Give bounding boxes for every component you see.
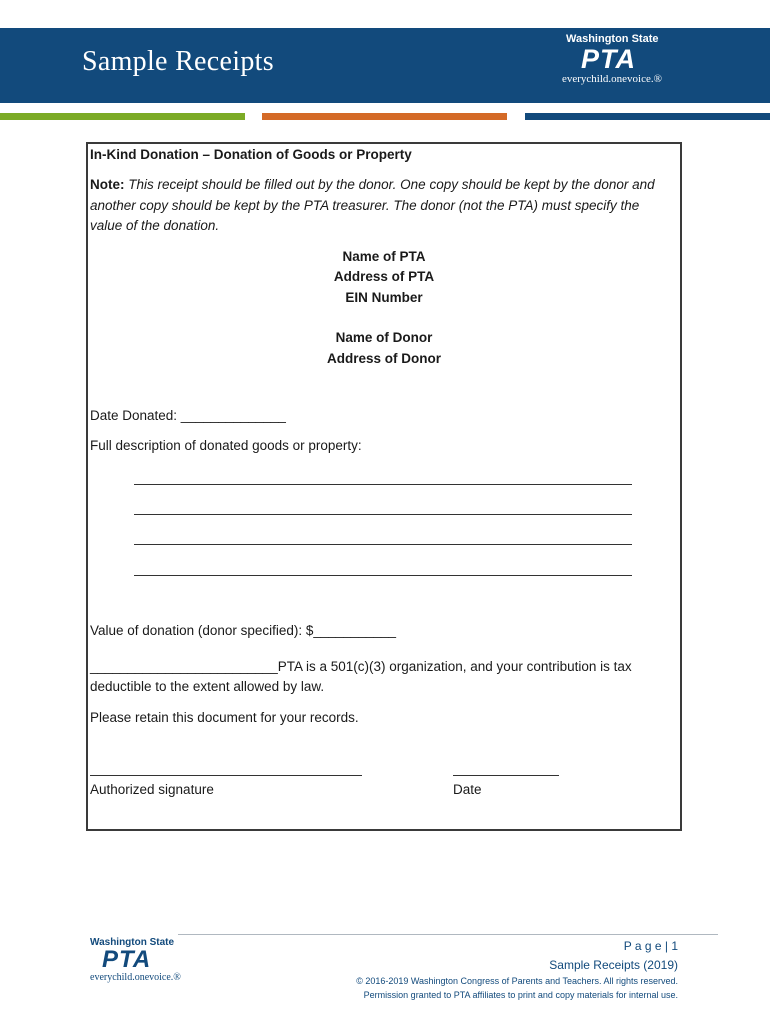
logo-state-text: Washington State xyxy=(566,33,659,45)
logo-pta-text: PTA xyxy=(581,44,636,74)
page-number: P a g e | 1 xyxy=(623,939,678,953)
footer-logo-tagline: everychild.onevoice.® xyxy=(90,972,181,983)
footer-logo-state: Washington State xyxy=(90,937,175,948)
donor-name: Name of Donor xyxy=(335,330,433,345)
signature-label: Authorized signature xyxy=(90,782,214,797)
description-line[interactable] xyxy=(134,514,632,515)
note-label: Note: xyxy=(90,177,125,192)
signature-line[interactable] xyxy=(90,775,362,776)
receipt-heading: In-Kind Donation – Donation of Goods or Property xyxy=(90,147,412,162)
pta-name: Name of PTA xyxy=(342,249,426,264)
footer-doc-title: Sample Receipts (2019) xyxy=(549,958,678,972)
ein-number: EIN Number xyxy=(345,290,423,305)
description-label: Full description of donated goods or property: xyxy=(90,438,362,453)
donor-address: Address of Donor xyxy=(326,351,441,366)
retain-notice: Please retain this document for your records. xyxy=(90,710,359,725)
donation-value-field[interactable]: Value of donation (donor specified): $___________ xyxy=(90,623,396,638)
description-line[interactable] xyxy=(134,575,632,576)
description-line[interactable] xyxy=(134,544,632,545)
description-line[interactable] xyxy=(134,484,632,485)
green-stripe xyxy=(0,113,245,120)
footer-copyright: © 2016-2019 Washington Congress of Parents and Teachers. All rights reserved. xyxy=(356,976,678,986)
logo-tagline: everychild.onevoice.® xyxy=(562,73,662,85)
date-label: Date xyxy=(453,782,482,797)
blue-stripe xyxy=(525,113,770,120)
footer-logo-pta: PTA xyxy=(102,946,152,973)
date-line[interactable] xyxy=(453,775,559,776)
date-donated-field[interactable]: Date Donated: ______________ xyxy=(90,408,286,423)
page-title: Sample Receipts xyxy=(82,46,274,77)
footer-permission: Permission granted to PTA affiliates to print and copy materials for internal use. xyxy=(363,990,678,1000)
orange-stripe xyxy=(262,113,507,120)
tax-statement-line-1: _________________________PTA is a 501(c)(3) organization, and your contribution is tax xyxy=(90,659,632,674)
pta-address: Address of PTA xyxy=(333,269,435,284)
footer-pta-logo xyxy=(90,937,181,983)
pta-logo xyxy=(562,33,662,85)
tax-statement-line-2: deductible to the extent allowed by law. xyxy=(90,679,325,694)
footer-divider xyxy=(178,934,718,935)
header-banner xyxy=(0,28,770,103)
receipt-note xyxy=(90,175,660,237)
note-text: This receipt should be filled out by the donor. One copy should be kept by the donor and another copy should be kept by the PTA treasurer. The donor (not the PTA) must specify the value of the donation. xyxy=(90,177,655,233)
